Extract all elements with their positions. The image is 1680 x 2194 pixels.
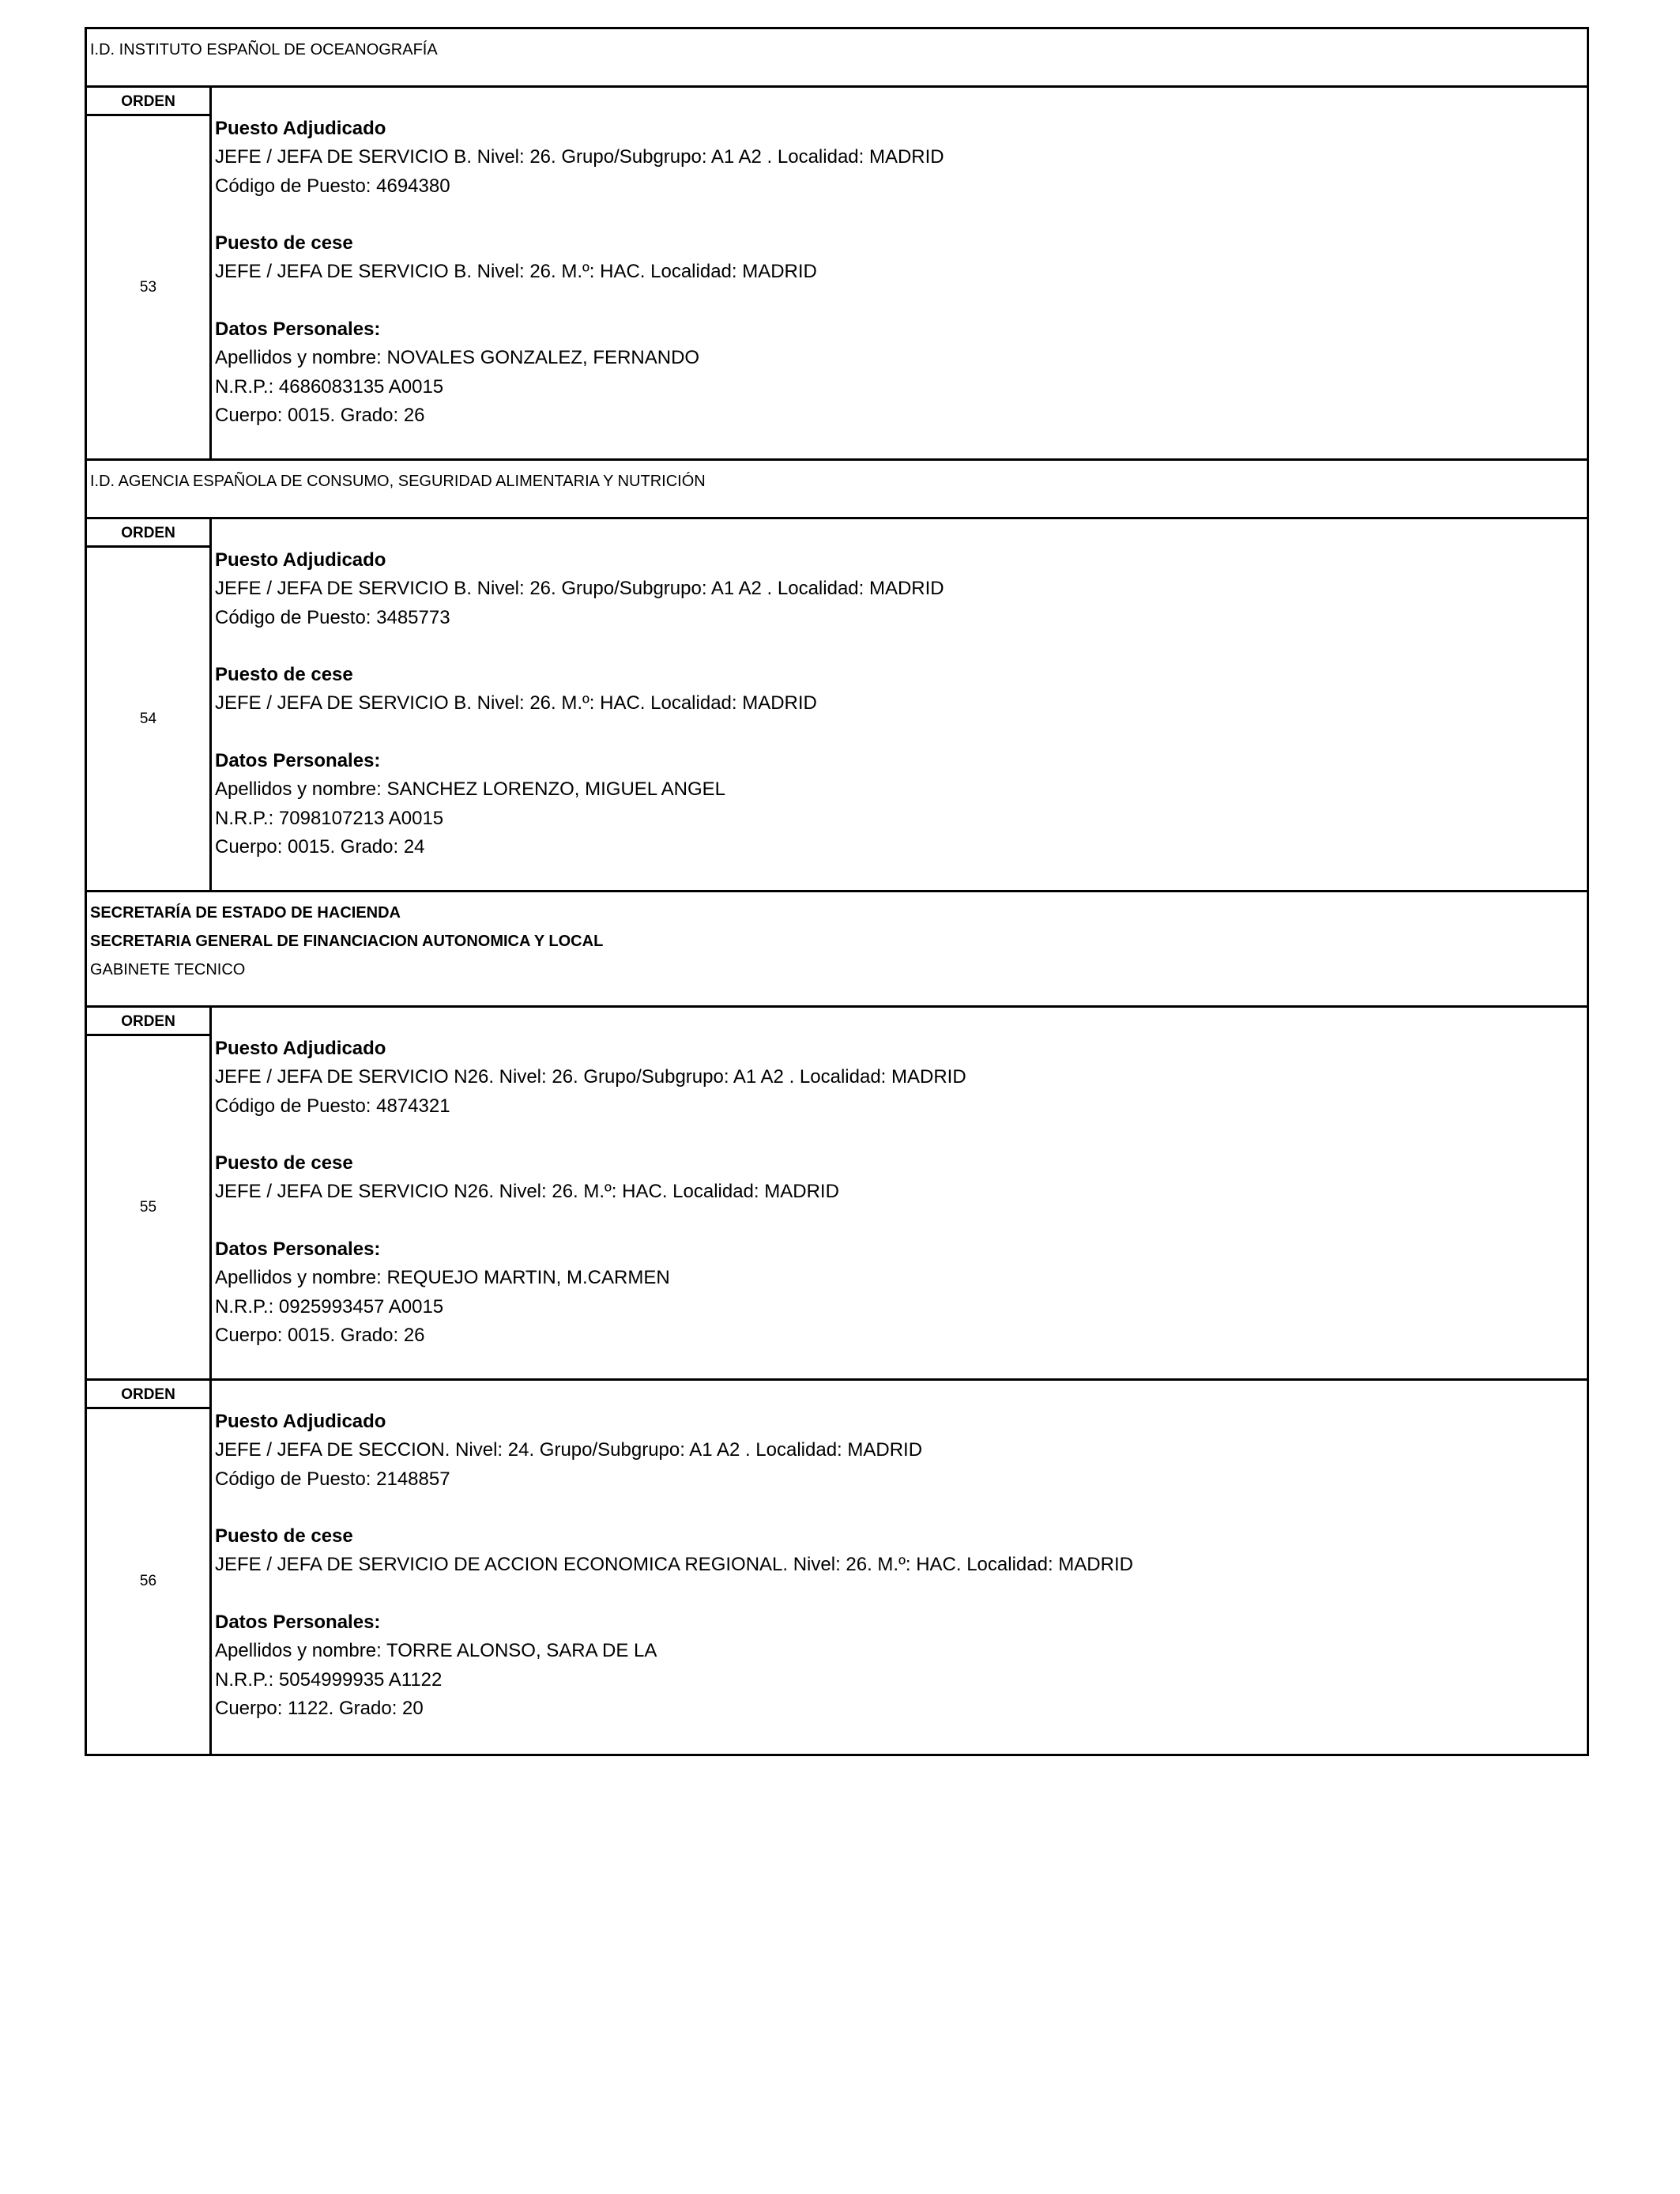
cese-description: JEFE / JEFA DE SERVICIO N26. Nivel: 26. M.º: HAC. Localidad: MADRID — [215, 1181, 839, 1203]
cuerpo-grado: Cuerpo: 0015. Grado: 26 — [215, 1324, 425, 1346]
cese-description: JEFE / JEFA DE SERVICIO DE ACCION ECONOMICA REGIONAL. Nivel: 26. M.º: HAC. Localidad: MADRID — [215, 1554, 1133, 1576]
adjudicado-description: JEFE / JEFA DE SECCION. Nivel: 24. Grupo/Subgrupo: A1 A2 . Localidad: MADRID — [215, 1439, 923, 1461]
adjudicado-title: Puesto Adjudicado — [215, 1411, 386, 1432]
spacer — [215, 1494, 1587, 1522]
apellidos-nombre: Apellidos y nombre: SANCHEZ LORENZO, MIGUEL ANGEL — [215, 778, 725, 801]
table-row — [87, 1381, 1587, 1754]
spacer — [215, 718, 1587, 747]
orden-label: ORDEN — [87, 1008, 209, 1036]
datos-title: Datos Personales: — [215, 1612, 381, 1634]
section-header-line: I.D. INSTITUTO ESPAÑOL DE OCEANOGRAFÍA — [90, 41, 438, 58]
section-header-line: SECRETARIA GENERAL DE FINANCIACION AUTONOMICA Y LOCAL — [90, 933, 604, 950]
entry-details — [212, 88, 1587, 458]
orden-label: ORDEN — [87, 519, 209, 548]
section-header — [87, 461, 1587, 519]
orden-label: ORDEN — [87, 88, 209, 116]
datos-title: Datos Personales: — [215, 1238, 381, 1261]
apellidos-nombre: Apellidos y nombre: TORRE ALONSO, SARA DE LA — [215, 1640, 657, 1662]
section-header-line: I.D. AGENCIA ESPAÑOLA DE CONSUMO, SEGURIDAD ALIMENTARIA Y NUTRICIÓN — [90, 473, 706, 490]
nrp: N.R.P.: 7098107213 A0015 — [215, 807, 444, 829]
datos-title: Datos Personales: — [215, 319, 381, 341]
adjudicado-title: Puesto Adjudicado — [215, 1038, 386, 1059]
codigo-puesto: Código de Puesto: 2148857 — [215, 1468, 450, 1490]
apellidos-nombre: Apellidos y nombre: REQUEJO MARTIN, M.CARMEN — [215, 1267, 670, 1289]
spacer — [215, 287, 1587, 315]
cuerpo-grado: Cuerpo: 1122. Grado: 20 — [215, 1697, 424, 1719]
nrp: N.R.P.: 0925993457 A0015 — [215, 1295, 444, 1318]
spacer — [215, 1580, 1587, 1608]
cese-title: Puesto de cese — [215, 1152, 353, 1174]
adjudicado-description: JEFE / JEFA DE SERVICIO B. Nivel: 26. Grupo/Subgrupo: A1 A2 . Localidad: MADRID — [215, 578, 944, 600]
spacer — [215, 1121, 1587, 1149]
cese-title: Puesto de cese — [215, 664, 353, 686]
orden-column — [87, 1381, 212, 1754]
cuerpo-grado: Cuerpo: 0015. Grado: 26 — [215, 404, 425, 426]
entry-details — [212, 519, 1587, 890]
adjudicado-description: JEFE / JEFA DE SERVICIO N26. Nivel: 26. Grupo/Subgrupo: A1 A2 . Localidad: MADRID — [215, 1066, 966, 1088]
cese-title: Puesto de cese — [215, 232, 353, 254]
spacer — [215, 201, 1587, 229]
spacer — [215, 1207, 1587, 1235]
nrp: N.R.P.: 4686083135 A0015 — [215, 375, 444, 398]
cuerpo-grado: Cuerpo: 0015. Grado: 24 — [215, 835, 425, 858]
section-header — [87, 29, 1587, 88]
table-row — [87, 519, 1587, 892]
orden-column — [87, 1008, 212, 1378]
adjudicado-description: JEFE / JEFA DE SERVICIO B. Nivel: 26. Grupo/Subgrupo: A1 A2 . Localidad: MADRID — [215, 146, 944, 168]
orden-label: ORDEN — [87, 1381, 209, 1409]
orden-number: 54 — [139, 710, 157, 727]
cese-title: Puesto de cese — [215, 1525, 353, 1547]
entry-details — [212, 1381, 1587, 1754]
section-header-line: GABINETE TECNICO — [90, 961, 246, 978]
nrp: N.R.P.: 5054999935 A1122 — [215, 1668, 443, 1691]
orden-column — [87, 519, 212, 890]
codigo-puesto: Código de Puesto: 3485773 — [215, 606, 450, 628]
resolution-table — [85, 27, 1589, 1756]
entry-details — [212, 1008, 1587, 1378]
table-row — [87, 88, 1587, 461]
datos-title: Datos Personales: — [215, 750, 381, 772]
section-header — [87, 892, 1587, 1008]
orden-number: 55 — [139, 1198, 157, 1216]
cese-description: JEFE / JEFA DE SERVICIO B. Nivel: 26. M.º: HAC. Localidad: MADRID — [215, 261, 817, 283]
section-header-line: SECRETARÍA DE ESTADO DE HACIENDA — [90, 904, 401, 922]
cese-description: JEFE / JEFA DE SERVICIO B. Nivel: 26. M.º: HAC. Localidad: MADRID — [215, 692, 817, 714]
adjudicado-title: Puesto Adjudicado — [215, 118, 386, 139]
orden-column — [87, 88, 212, 458]
adjudicado-title: Puesto Adjudicado — [215, 549, 386, 571]
spacer — [215, 632, 1587, 661]
apellidos-nombre: Apellidos y nombre: NOVALES GONZALEZ, FERNANDO — [215, 347, 700, 369]
codigo-puesto: Código de Puesto: 4694380 — [215, 175, 450, 197]
codigo-puesto: Código de Puesto: 4874321 — [215, 1095, 450, 1117]
table-row — [87, 1008, 1587, 1381]
orden-number: 56 — [139, 1573, 157, 1589]
orden-number: 53 — [139, 278, 157, 296]
